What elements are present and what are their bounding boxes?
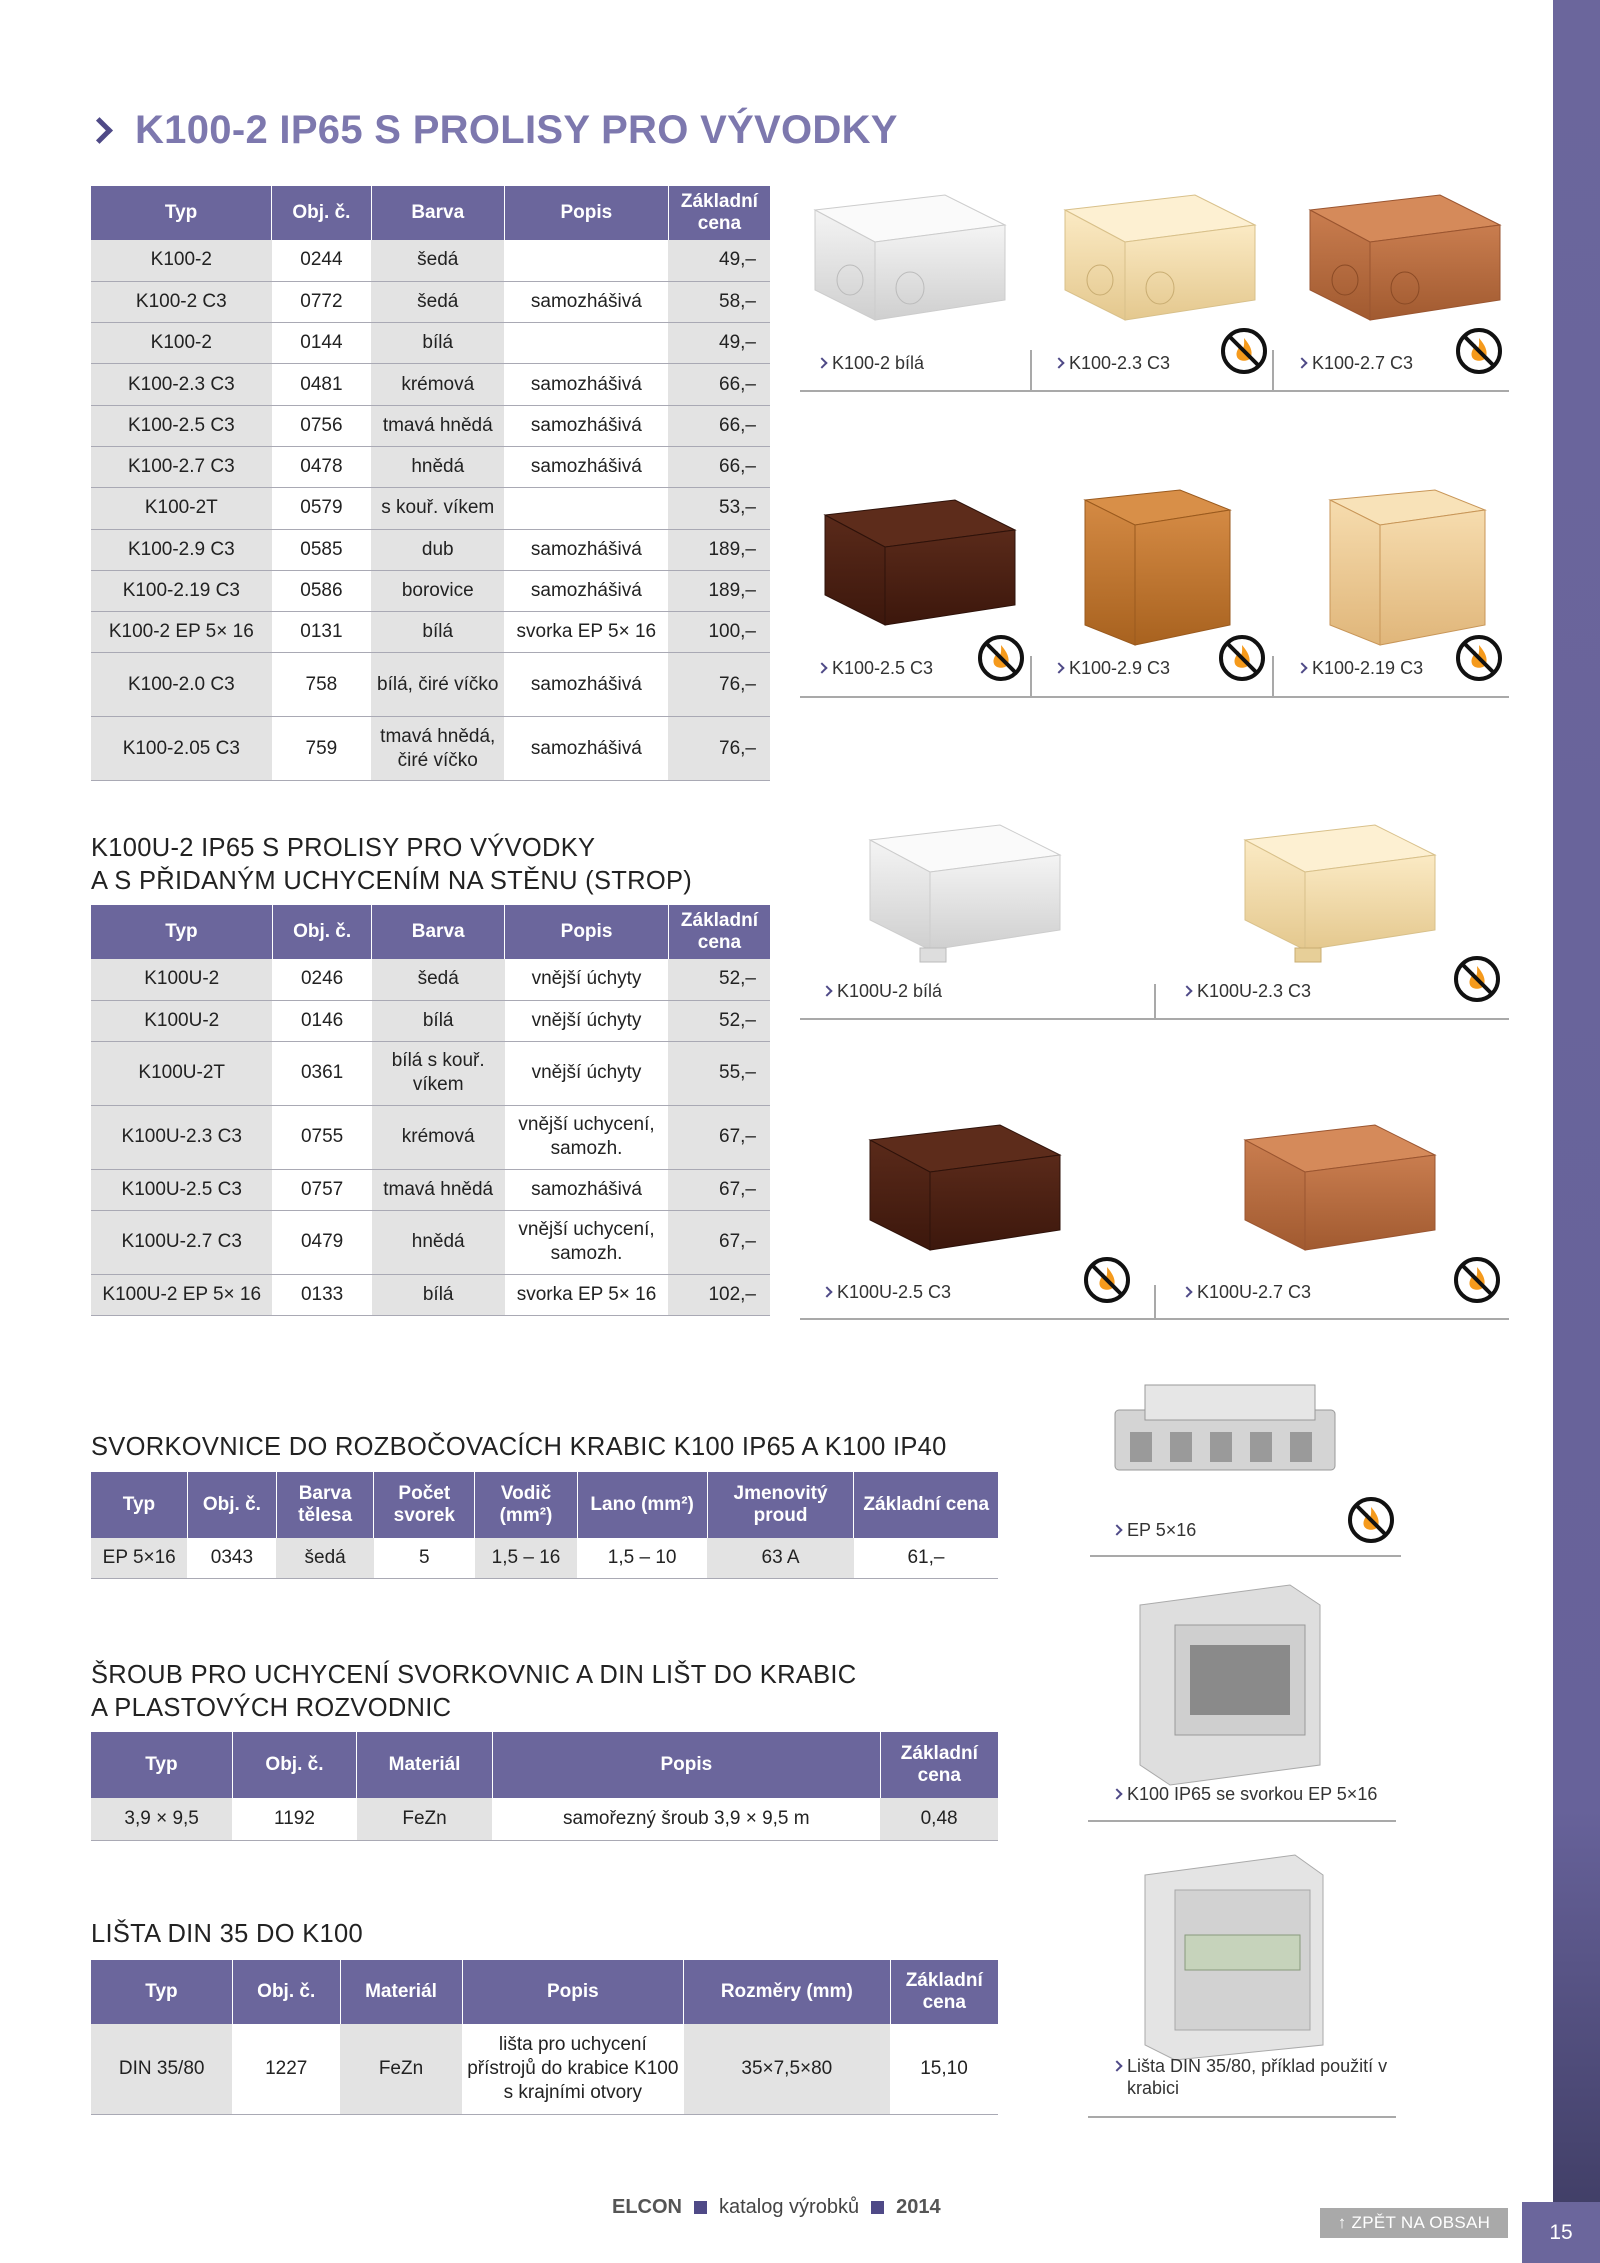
- table-cell: 100,–: [668, 612, 770, 653]
- caption-k100u-2-5-c3: K100U-2.5 C3: [823, 1281, 951, 1303]
- table-cell: svorka EP 5× 16: [504, 612, 668, 653]
- table-cell: krémová: [371, 364, 504, 405]
- table-cell: K100-2: [91, 323, 272, 364]
- table-cell: K100U-2.7 C3: [91, 1210, 272, 1274]
- box-photo-dark-brown-mount: [870, 1125, 1060, 1250]
- table-cell: vnější uchycení, samozh.: [505, 1210, 669, 1274]
- col-barva: Barva tělesa: [276, 1472, 373, 1538]
- table-cell: bílá: [371, 323, 504, 364]
- table-cell: 1,5 – 10: [577, 1538, 707, 1578]
- table-cell: tmavá hnědá: [371, 405, 504, 446]
- chevron-right-icon: [821, 1286, 832, 1297]
- table-cell: samozhášivá: [504, 281, 668, 322]
- box-photo-cream: [1065, 195, 1255, 320]
- caption-k100-2-7-c3: K100-2.7 C3: [1298, 352, 1413, 374]
- table-cell: DIN 35/80: [91, 2024, 232, 2114]
- product-photos-k100u-2: [840, 800, 1490, 1310]
- footer-catalog: katalog výrobků: [719, 2196, 860, 2218]
- table-row: [91, 2024, 998, 2114]
- table-cell: s kouř. víkem: [371, 488, 504, 529]
- col-obj: Obj. č.: [232, 1732, 356, 1798]
- table-cell: borovice: [371, 570, 504, 611]
- divider: [1154, 1285, 1156, 1318]
- caption-k100-2-3-c3: K100-2.3 C3: [1055, 352, 1170, 374]
- caption-k100-2-19-c3: K100-2.19 C3: [1298, 657, 1423, 679]
- box-with-terminal-photo: [1140, 1585, 1320, 1785]
- table-cell: 0757: [272, 1169, 371, 1210]
- table-cell: 66,–: [668, 364, 770, 405]
- table-cell: samozhášivá: [504, 570, 668, 611]
- self-extinguishing-icon: [1347, 1496, 1395, 1544]
- side-bar: [1553, 0, 1600, 2263]
- table-row: [91, 405, 770, 446]
- table-cell: 67,–: [668, 1210, 770, 1274]
- table-cell: K100-2.9 C3: [91, 529, 272, 570]
- table-cell: K100-2.0 C3: [91, 653, 272, 717]
- table-cell: FeZn: [357, 1798, 493, 1840]
- table-cell: 52,–: [668, 959, 770, 1000]
- table-row: [91, 323, 770, 364]
- box-photo-brown-mount: [1245, 1125, 1435, 1250]
- divider: [800, 1018, 1509, 1020]
- box-photo-oak: [1085, 490, 1230, 645]
- table-cell: vnější úchyty: [505, 959, 669, 1000]
- table-cell: [504, 323, 668, 364]
- col-typ: Typ: [91, 186, 272, 240]
- table-row: [91, 488, 770, 529]
- col-vodic: Vodič (mm²): [475, 1472, 577, 1538]
- chevron-right-icon: [1296, 357, 1307, 368]
- table-cell: 3,9 × 9,5: [91, 1798, 232, 1840]
- table-cell: 759: [272, 717, 372, 781]
- caption-k100-2-5-c3: K100-2.5 C3: [818, 657, 933, 679]
- col-obj: Obj. č.: [272, 905, 371, 959]
- col-popis: Popis: [505, 905, 669, 959]
- table-cell: 67,–: [668, 1169, 770, 1210]
- table-row: [91, 1105, 770, 1169]
- chevron-right-icon: [1181, 1286, 1192, 1297]
- section-title-lista: LIŠTA DIN 35 DO K100: [91, 1920, 363, 1948]
- table-cell: bílá: [371, 612, 504, 653]
- self-extinguishing-icon: [1455, 634, 1503, 682]
- table-cell: samozhášivá: [504, 717, 668, 781]
- col-material: Materiál: [340, 1960, 462, 2024]
- table-cell: samozhášivá: [504, 653, 668, 717]
- table-row: [91, 240, 770, 281]
- table-cell: 0755: [272, 1105, 371, 1169]
- col-cena: Základní cena: [854, 1472, 998, 1538]
- table-cell: bílá s kouř. víkem: [372, 1041, 505, 1105]
- col-obj: Obj. č.: [272, 186, 372, 240]
- section-title-k100u-2: K100U-2 IP65 S PROLISY PRO VÝVODKY A S PŘIDANÝM UCHYCENÍM NA STĚNU (STROP): [91, 834, 693, 895]
- col-typ: Typ: [91, 1472, 187, 1538]
- table-cell: 63 A: [707, 1538, 854, 1578]
- table-cell: 1192: [232, 1798, 356, 1840]
- table-cell: K100-2T: [91, 488, 272, 529]
- table-cell: [504, 488, 668, 529]
- col-obj: Obj. č.: [232, 1960, 340, 2024]
- table-cell: K100-2: [91, 240, 272, 281]
- self-extinguishing-icon: [1453, 955, 1501, 1003]
- col-typ: Typ: [91, 905, 272, 959]
- table-cell: 0146: [272, 1000, 371, 1041]
- divider: [1272, 350, 1274, 390]
- table-sroub: [91, 1732, 998, 1841]
- col-typ: Typ: [91, 1960, 232, 2024]
- table-cell: K100-2.05 C3: [91, 717, 272, 781]
- col-proud: Jmenovitý proud: [707, 1472, 854, 1538]
- divider: [1154, 984, 1156, 1018]
- table-cell: 76,–: [668, 653, 770, 717]
- table-cell: K100U-2 EP 5× 16: [91, 1274, 272, 1315]
- table-cell: 0133: [272, 1274, 371, 1315]
- product-photos-accessories: [1100, 1380, 1400, 2090]
- table-cell: samozhášivá: [504, 446, 668, 487]
- table-cell: 55,–: [668, 1041, 770, 1105]
- table-cell: krémová: [372, 1105, 505, 1169]
- table-row: [91, 1000, 770, 1041]
- footer-brand: ELCON: [612, 2196, 682, 2218]
- table-cell: 76,–: [668, 717, 770, 781]
- box-photo-white-mount: [870, 825, 1060, 962]
- table-cell: šedá: [372, 959, 505, 1000]
- divider: [1030, 656, 1032, 696]
- table-row: [91, 1538, 998, 1578]
- col-cena: Základní cena: [668, 905, 770, 959]
- table-cell: 0,48: [880, 1798, 998, 1840]
- table-cell: 0246: [272, 959, 371, 1000]
- table-cell: 0144: [272, 323, 372, 364]
- table-cell: 0756: [272, 405, 372, 446]
- table-cell: 0478: [272, 446, 372, 487]
- table-cell: samozhášivá: [505, 1169, 669, 1210]
- table-row: [91, 959, 770, 1000]
- table-cell: 52,–: [668, 1000, 770, 1041]
- table-cell: hnědá: [371, 446, 504, 487]
- table-cell: 758: [272, 653, 372, 717]
- chevron-right-icon: [1053, 662, 1064, 673]
- col-rozmery: Rozměry (mm): [684, 1960, 890, 2024]
- table-cell: K100U-2T: [91, 1041, 272, 1105]
- caption-k100-2-bila: K100-2 bílá: [818, 352, 924, 374]
- table-cell: 58,–: [668, 281, 770, 322]
- table-cell: 66,–: [668, 446, 770, 487]
- col-barva: Barva: [372, 905, 505, 959]
- footer: [612, 2196, 941, 2219]
- table-cell: 189,–: [668, 529, 770, 570]
- table-cell: bílá, čiré víčko: [371, 653, 504, 717]
- divider: [1088, 2116, 1396, 2118]
- table-cell: vnější úchyty: [505, 1000, 669, 1041]
- chevron-right-icon: [816, 357, 827, 368]
- table-row: [91, 717, 770, 781]
- table-row: [91, 1274, 770, 1315]
- table-cell: lišta pro uchycení přístrojů do krabice K100 s krajními otvory: [462, 2024, 684, 2114]
- table-cell: [504, 240, 668, 281]
- table-cell: dub: [371, 529, 504, 570]
- table-cell: K100U-2: [91, 959, 272, 1000]
- caption-k100u-2-7-c3: K100U-2.7 C3: [1183, 1281, 1311, 1303]
- table-cell: bílá: [372, 1274, 505, 1315]
- divider: [800, 390, 1509, 392]
- table-cell: 53,–: [668, 488, 770, 529]
- footer-year: 2014: [896, 2196, 941, 2218]
- table-cell: 0772: [272, 281, 372, 322]
- section-title-sroub: ŠROUB PRO UCHYCENÍ SVORKOVNIC A DIN LIŠT DO KRABIC A PLASTOVÝCH ROZVODNIC: [91, 1661, 857, 1722]
- self-extinguishing-icon: [1455, 327, 1503, 375]
- table-cell: 189,–: [668, 570, 770, 611]
- table-cell: K100U-2.3 C3: [91, 1105, 272, 1169]
- divider: [1088, 1820, 1396, 1822]
- box-with-din-rail-photo: [1145, 1855, 1323, 2060]
- chevron-right-icon: [1111, 1524, 1122, 1535]
- divider: [1272, 656, 1274, 696]
- table-lista: [91, 1960, 998, 2115]
- box-photo-brown: [1310, 195, 1500, 320]
- table-cell: 0479: [272, 1210, 371, 1274]
- table-cell: 5: [374, 1538, 475, 1578]
- table-cell: 1227: [232, 2024, 340, 2114]
- table-cell: K100-2 C3: [91, 281, 272, 322]
- self-extinguishing-icon: [1218, 634, 1266, 682]
- table-cell: samozhášivá: [504, 529, 668, 570]
- table-cell: svorka EP 5× 16: [505, 1274, 669, 1315]
- table-cell: 0343: [187, 1538, 276, 1578]
- table-cell: K100-2 EP 5× 16: [91, 612, 272, 653]
- self-extinguishing-icon: [1220, 327, 1268, 375]
- col-popis: Popis: [504, 186, 668, 240]
- table-cell: tmavá hnědá: [372, 1169, 505, 1210]
- square-icon: [694, 2201, 707, 2214]
- col-popis: Popis: [492, 1732, 880, 1798]
- table-row: [91, 364, 770, 405]
- table-row: [91, 653, 770, 717]
- table-cell: K100-2.3 C3: [91, 364, 272, 405]
- table-cell: 49,–: [668, 323, 770, 364]
- table-cell: šedá: [276, 1538, 373, 1578]
- chevron-right-icon: [1296, 662, 1307, 673]
- table-cell: 66,–: [668, 405, 770, 446]
- chevron-right-icon: [1053, 357, 1064, 368]
- section-title-k100-2: K100-2 IP65 S PROLISY PRO VÝVODKY: [90, 108, 898, 153]
- caption-k100-2-9-c3: K100-2.9 C3: [1055, 657, 1170, 679]
- table-cell: samořezný šroub 3,9 × 9,5 m: [492, 1798, 880, 1840]
- box-photo-cream-mount: [1245, 825, 1435, 962]
- chevron-right-icon: [821, 985, 832, 996]
- square-icon: [871, 2201, 884, 2214]
- box-photo-dark-brown: [825, 500, 1015, 625]
- caption-k100u-2-bila: K100U-2 bílá: [823, 980, 942, 1002]
- table-cell: 49,–: [668, 240, 770, 281]
- table-row: [91, 570, 770, 611]
- box-photo-pine: [1330, 490, 1485, 645]
- table-cell: K100U-2.5 C3: [91, 1169, 272, 1210]
- divider: [800, 696, 1509, 698]
- table-cell: 0131: [272, 612, 372, 653]
- table-cell: 0361: [272, 1041, 371, 1105]
- section-title-svorkovnice: SVORKOVNICE DO ROZBOČOVACÍCH KRABIC K100 IP65 A K100 IP40: [91, 1433, 947, 1461]
- table-cell: K100-2.7 C3: [91, 446, 272, 487]
- table-cell: 67,–: [668, 1105, 770, 1169]
- caption-lista-din: Lišta DIN 35/80, příklad použití v krabici: [1113, 2055, 1403, 2099]
- col-lano: Lano (mm²): [577, 1472, 707, 1538]
- table-cell: K100-2.5 C3: [91, 405, 272, 446]
- table-cell: FeZn: [340, 2024, 462, 2114]
- col-typ: Typ: [91, 1732, 232, 1798]
- table-row: [91, 281, 770, 322]
- page-number: 15: [1522, 2202, 1600, 2263]
- chevron-right-icon: [1111, 2060, 1122, 2071]
- back-to-contents-button[interactable]: ↑ ZPĚT NA OBSAH: [1320, 2208, 1508, 2238]
- table-cell: 0585: [272, 529, 372, 570]
- table-row: [91, 1798, 998, 1840]
- col-cena: Základní cena: [668, 186, 770, 240]
- col-popis: Popis: [462, 1960, 684, 2024]
- col-pocet: Počet svorek: [374, 1472, 475, 1538]
- table-row: [91, 1210, 770, 1274]
- self-extinguishing-icon: [977, 634, 1025, 682]
- col-obj: Obj. č.: [187, 1472, 276, 1538]
- chevron-right-icon: [1111, 1788, 1122, 1799]
- table-cell: 102,–: [668, 1274, 770, 1315]
- table-cell: K100-2.19 C3: [91, 570, 272, 611]
- self-extinguishing-icon: [1453, 1256, 1501, 1304]
- table-k100-2: [91, 186, 770, 781]
- table-row: [91, 1041, 770, 1105]
- table-cell: vnější úchyty: [505, 1041, 669, 1105]
- chevron-right-icon: [816, 662, 827, 673]
- table-svorkovnice: [91, 1472, 998, 1579]
- table-row: [91, 1169, 770, 1210]
- table-cell: šedá: [371, 281, 504, 322]
- product-photos-k100-2: [805, 180, 1505, 720]
- caption-ep-5x16: EP 5×16: [1113, 1519, 1196, 1541]
- caption-k100u-2-3-c3: K100U-2.3 C3: [1183, 980, 1311, 1002]
- table-row: [91, 612, 770, 653]
- table-cell: 0586: [272, 570, 372, 611]
- chevron-right-icon: [1181, 985, 1192, 996]
- table-cell: 0481: [272, 364, 372, 405]
- table-cell: šedá: [371, 240, 504, 281]
- table-row: [91, 529, 770, 570]
- col-cena: Základní cena: [880, 1732, 998, 1798]
- table-cell: 0244: [272, 240, 372, 281]
- caption-k100-ip65-svorka: K100 IP65 se svorkou EP 5×16: [1113, 1783, 1377, 1805]
- chevron-right-icon: [86, 117, 113, 144]
- table-cell: 35×7,5×80: [684, 2024, 890, 2114]
- col-material: Materiál: [357, 1732, 493, 1798]
- table-k100u-2: [91, 905, 770, 1316]
- table-cell: 0579: [272, 488, 372, 529]
- table-cell: samozhášivá: [504, 364, 668, 405]
- table-cell: 15,10: [890, 2024, 998, 2114]
- divider: [1030, 350, 1032, 390]
- box-photo-white: [815, 195, 1005, 320]
- table-cell: 61,–: [854, 1538, 998, 1578]
- table-cell: EP 5×16: [91, 1538, 187, 1578]
- table-cell: tmavá hnědá, čiré víčko: [371, 717, 504, 781]
- table-cell: 1,5 – 16: [475, 1538, 577, 1578]
- divider: [800, 1318, 1509, 1320]
- table-cell: samozhášivá: [504, 405, 668, 446]
- col-barva: Barva: [371, 186, 504, 240]
- table-cell: vnější uchycení, samozh.: [505, 1105, 669, 1169]
- table-cell: bílá: [372, 1000, 505, 1041]
- self-extinguishing-icon: [1083, 1256, 1131, 1304]
- divider: [1090, 1555, 1401, 1557]
- terminal-block-photo: [1115, 1385, 1335, 1470]
- table-cell: K100U-2: [91, 1000, 272, 1041]
- table-cell: hnědá: [372, 1210, 505, 1274]
- col-cena: Základní cena: [890, 1960, 998, 2024]
- table-row: [91, 446, 770, 487]
